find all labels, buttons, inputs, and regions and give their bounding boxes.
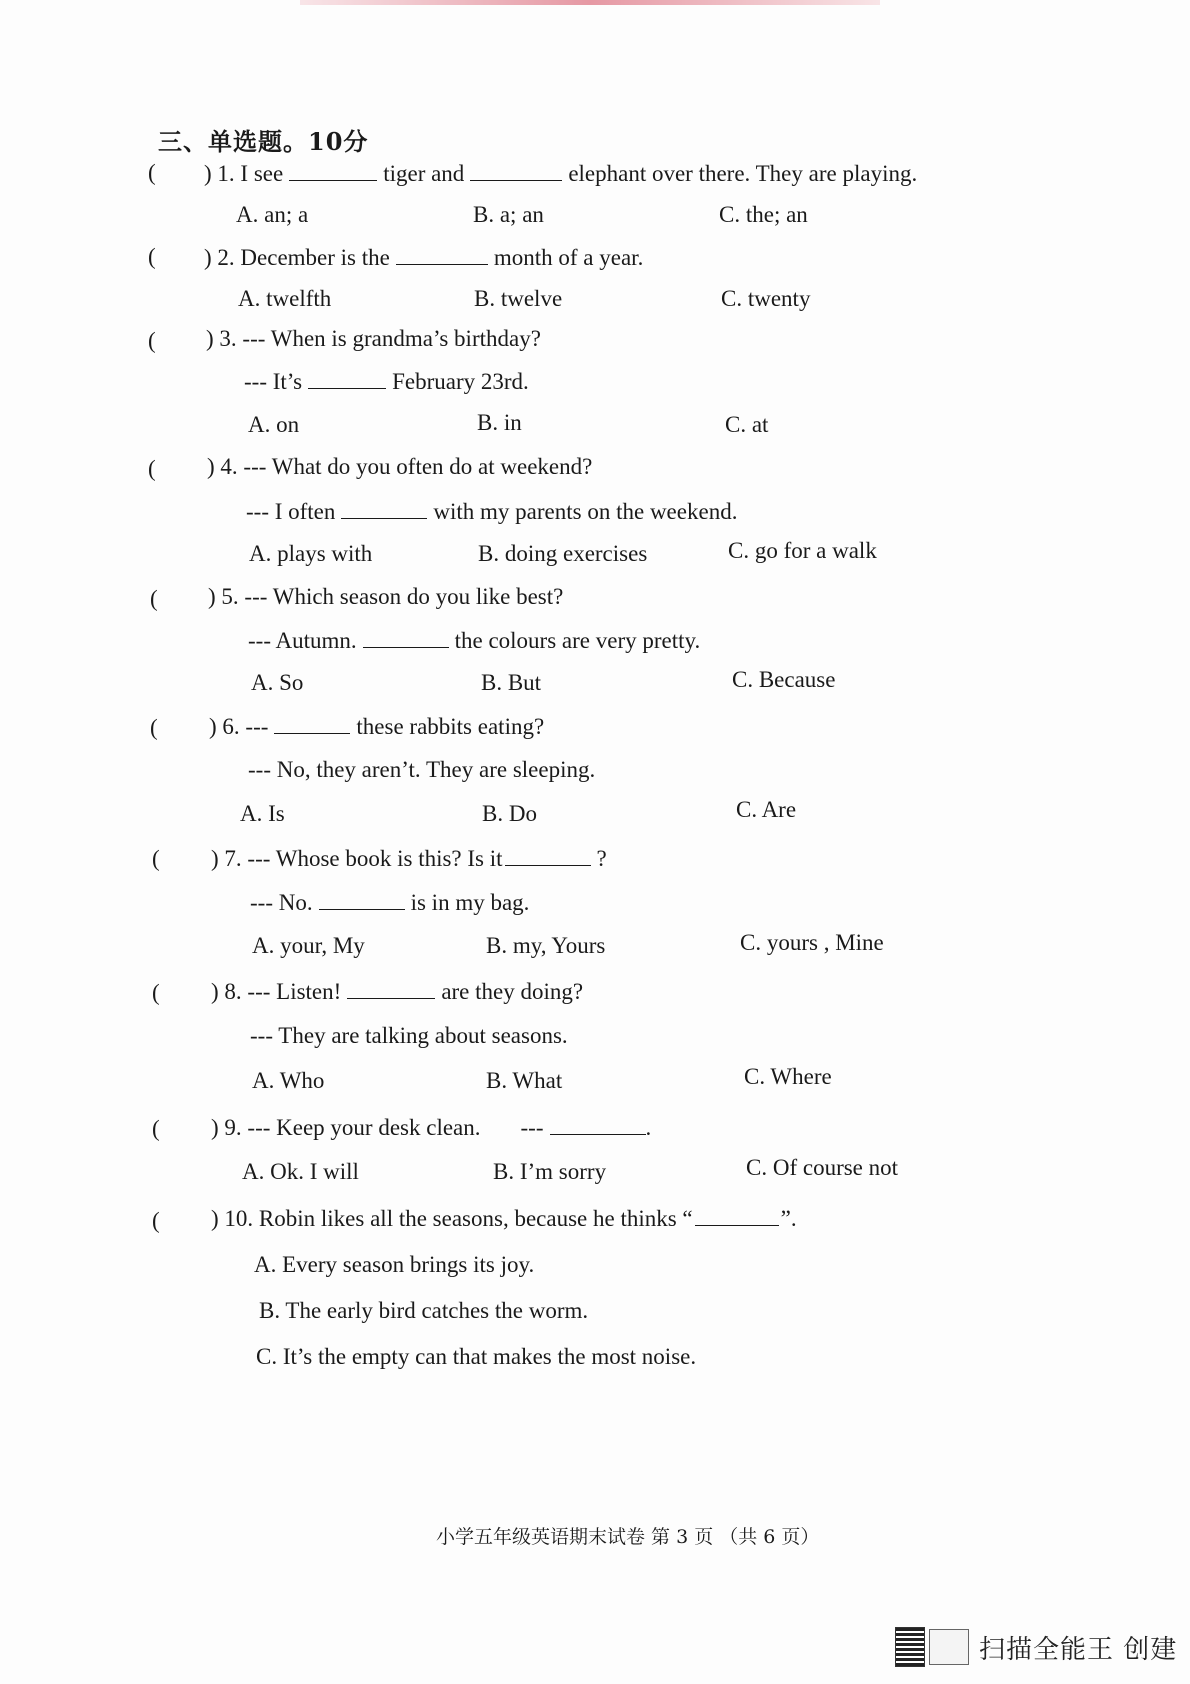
blank[interactable] — [289, 160, 377, 181]
option-c[interactable]: C. the; an — [719, 202, 808, 227]
blank[interactable] — [396, 244, 488, 265]
option-a[interactable]: A. an; a — [236, 202, 309, 227]
option-c[interactable]: C. It’s the empty can that makes the most noise. — [256, 1344, 697, 1369]
section-title: 三、单选题。10分 — [158, 127, 369, 156]
blank[interactable] — [695, 1205, 779, 1226]
question-4-line-1: ) 4. --- What do you often do at weekend? — [207, 454, 593, 479]
page-footer: 小学五年级英语期末试卷 第 3 页 （共 6 页） — [436, 1526, 820, 1548]
scanner-watermark — [895, 1618, 1177, 1676]
option-c[interactable]: C. Of course not — [746, 1155, 899, 1180]
question-3-line-1: ) 3. --- When is grandma’s birthday? — [206, 326, 541, 351]
question-6-line-2: --- No, they aren’t. They are sleeping. — [248, 757, 596, 782]
option-a[interactable]: A. on — [248, 412, 300, 437]
blank[interactable] — [319, 889, 405, 910]
blank[interactable] — [505, 845, 591, 866]
question-5-line-2: --- Autumn. the colours are very pretty. — [248, 628, 701, 653]
question-8-line-1: ) 8. --- Listen! are they doing? — [211, 979, 584, 1004]
option-a[interactable]: A. So — [251, 670, 304, 695]
question-6-line-1: ) 6. --- these rabbits eating? — [209, 714, 545, 739]
option-b[interactable]: B. I’m sorry — [493, 1159, 607, 1184]
answer-paren-3[interactable]: ( — [148, 328, 156, 353]
option-b[interactable]: B. twelve — [474, 286, 563, 311]
option-a[interactable]: A. your, My — [252, 933, 365, 958]
answer-paren-10[interactable]: ( — [152, 1208, 160, 1233]
question-2: ) 2. December is the month of a year. — [204, 245, 644, 270]
question-9-line-1: ) 9. --- Keep your desk clean. --- . — [211, 1115, 652, 1140]
app-logo-icon — [929, 1629, 969, 1665]
blank[interactable] — [347, 978, 435, 999]
question-1: ) 1. I see tiger and elephant over there. They are playing. — [204, 161, 918, 186]
blank[interactable] — [274, 713, 350, 734]
answer-paren-7[interactable]: ( — [152, 846, 160, 871]
option-b[interactable]: B. What — [486, 1068, 563, 1093]
question-5-line-1: ) 5. --- Which season do you like best? — [208, 584, 564, 609]
answer-paren-5[interactable]: ( — [150, 586, 158, 611]
option-b[interactable]: B. Do — [482, 801, 537, 826]
option-c[interactable]: C. at — [725, 412, 769, 437]
option-c[interactable]: C. Where — [744, 1064, 832, 1089]
blank[interactable] — [363, 627, 449, 648]
option-c[interactable]: C. go for a walk — [728, 538, 877, 563]
question-4-line-2: --- I often with my parents on the weekend. — [246, 499, 738, 524]
option-b[interactable]: B. The early bird catches the worm. — [259, 1298, 589, 1323]
question-8-line-2: --- They are talking about seasons. — [250, 1023, 568, 1048]
blank[interactable] — [341, 498, 427, 519]
question-7-line-2: --- No. is in my bag. — [250, 890, 530, 915]
question-10-line-1: ) 10. Robin likes all the seasons, because he thinks “ ”. — [211, 1206, 797, 1231]
question-3-line-2: --- It’s February 23rd. — [244, 369, 529, 394]
answer-paren-1[interactable]: ( — [148, 160, 156, 185]
option-a[interactable]: A. twelfth — [238, 286, 332, 311]
top-edge-mark — [300, 0, 880, 5]
option-b[interactable]: B. But — [481, 670, 542, 695]
qr-code-icon — [895, 1627, 925, 1667]
option-a[interactable]: A. Ok. I will — [242, 1159, 359, 1184]
option-a[interactable]: A. Who — [252, 1068, 325, 1093]
answer-paren-4[interactable]: ( — [148, 456, 156, 481]
option-c[interactable]: C. Are — [736, 797, 797, 822]
option-a[interactable]: A. plays with — [249, 541, 373, 566]
option-a[interactable]: A. Every season brings its joy. — [254, 1252, 535, 1277]
option-c[interactable]: C. twenty — [721, 286, 811, 311]
option-c[interactable]: C. yours , Mine — [740, 930, 884, 955]
option-b[interactable]: B. a; an — [473, 202, 544, 227]
blank[interactable] — [550, 1114, 646, 1135]
option-b[interactable]: B. in — [477, 410, 522, 435]
answer-paren-2[interactable]: ( — [148, 244, 156, 269]
watermark-text: 扫描全能王 创建 — [979, 1634, 1178, 1665]
answer-paren-8[interactable]: ( — [152, 980, 160, 1005]
blank[interactable] — [308, 368, 386, 389]
option-b[interactable]: B. doing exercises — [478, 541, 648, 566]
option-c[interactable]: C. Because — [732, 667, 836, 692]
answer-paren-6[interactable]: ( — [150, 715, 158, 740]
option-b[interactable]: B. my, Yours — [486, 933, 606, 958]
question-7-line-1: ) 7. --- Whose book is this? Is it ? — [211, 846, 607, 871]
option-a[interactable]: A. Is — [240, 801, 285, 826]
answer-paren-9[interactable]: ( — [152, 1116, 160, 1141]
blank[interactable] — [470, 160, 562, 181]
